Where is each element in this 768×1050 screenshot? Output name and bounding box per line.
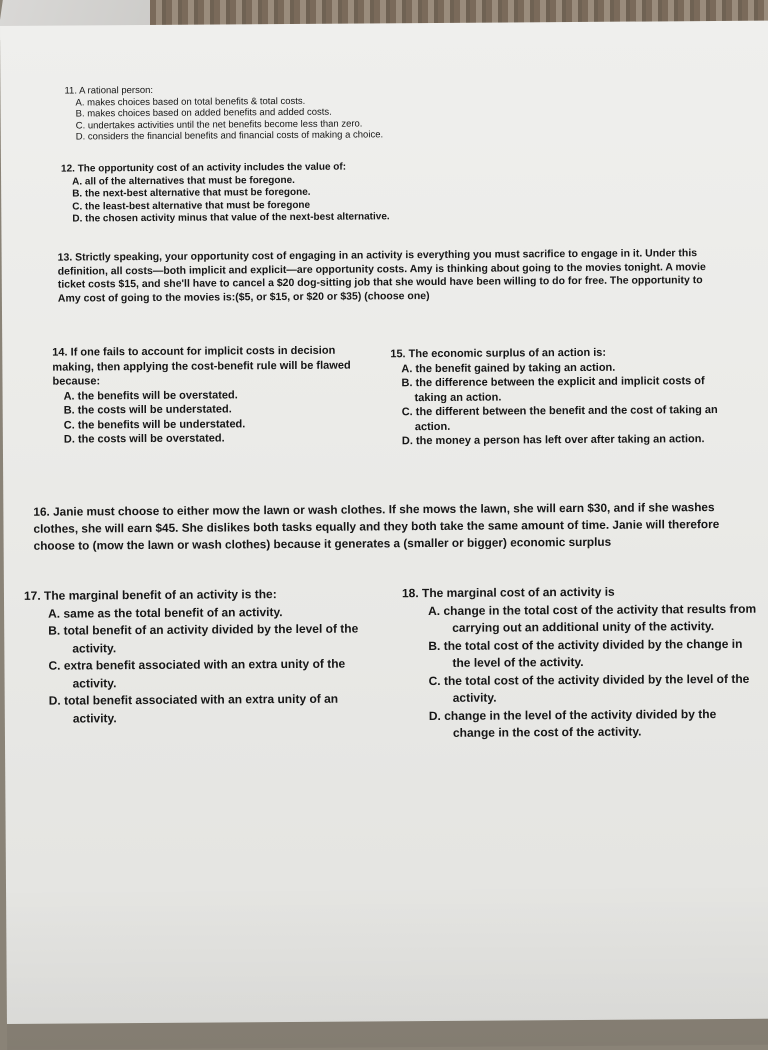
question-12-option-c: C. the least-best alternative that must be foregone: [72, 199, 311, 212]
question-14-option-c: C. the benefits will be understated.: [63, 417, 246, 432]
question-18-option-c: C. the total cost of the activity divided by the level of the activity.: [428, 671, 750, 705]
question-18-option-b: B. the total cost of the activity divided by the change in the level of the activity.: [428, 636, 743, 670]
question-17: [24, 585, 365, 727]
question-15-option-b: B. the difference between the explicit and implicit costs of taking an action.: [401, 375, 705, 404]
question-12-option-b: B. the next-best alternative that must be foregone.: [72, 186, 311, 200]
question-11: [64, 83, 383, 143]
question-12-option-a: A. all of the alternatives that must be foregone.: [72, 174, 295, 188]
question-18-option-d: D. change in the level of the activity divided by the change in the cost of the activity.: [428, 706, 717, 740]
question-14-option-b: B. the costs will be understated.: [63, 403, 232, 417]
question-14-option-a: A. the benefits will be overstated.: [63, 388, 238, 403]
question-15-option-a: A. the benefit gained by taking an action.: [401, 361, 616, 375]
question-17-option-d: D. total benefit associated with an extra unity of an activity.: [48, 691, 339, 726]
question-17-option-c: C. extra benefit associated with an extra unity of the activity.: [48, 656, 346, 691]
question-17-option-a: A. same as the total benefit of an activity.: [48, 604, 283, 621]
question-12-option-d: D. the chosen activity minus that value of the next-best alternative.: [72, 211, 390, 225]
question-14-option-d: D. the costs will be overstated.: [63, 432, 225, 446]
question-18-option-a: A. change in the total cost of the activity that results from carrying out an additional unity of the activity.: [428, 601, 757, 635]
question-11-option-c: C. undertakes activities until the net benefits become less than zero.: [75, 117, 363, 131]
question-17-stem: 17. The marginal benefit of an activity is the:: [23, 587, 277, 603]
question-11-option-a: A. makes choices based on total benefits & total costs.: [75, 95, 306, 108]
question-15-stem: 15. The economic surplus of an action is:: [390, 346, 607, 361]
question-17-option-b: B. total benefit of an activity divided by the level of the activity.: [48, 621, 359, 656]
question-12: [61, 161, 390, 226]
question-15-option-c: C. the different between the benefit and the cost of taking an action.: [401, 403, 718, 433]
page-shadow: [6, 881, 768, 1050]
question-11-option-b: B. makes choices based on added benefits and added costs.: [75, 106, 332, 120]
question-16-stem: 16. Janie must choose to either mow the lawn or wash clothes. If she mows the lawn, she will earn $30, and if she washes clothes, she will earn $45. She dislikes both tasks equally and they both take the same amount of time. Janie will therefore choose to (mow the lawn or wash clothes) because it generates a (smaller or bigger) economic surplus: [33, 500, 720, 553]
question-16: [33, 499, 748, 555]
question-12-stem: 12. The opportunity cost of an activity includes the value of:: [60, 161, 347, 175]
question-18-stem: 18. The marginal cost of an activity is: [401, 584, 615, 601]
worksheet-page: [0, 21, 768, 1024]
question-15-option-d: D. the money a person has left over after taking an action.: [401, 433, 705, 448]
question-13-stem: 13. Strictly speaking, your opportunity cost of engaging in an activity is everything you must sacrifice to engage in it. Under this definition, all costs—both implicit and explicit—are opportunity costs. Amy is thinking about going to the movies tonight. A movie ticket costs $15, and she'll have to cancel a $20 dog-sitting job that she would have been willing to do for free. The opportunity to Amy cost of going to the movies is:($5, or $15, or $20 or $35) (choose one): [57, 247, 706, 305]
question-18: [402, 583, 758, 743]
question-13: [58, 247, 718, 306]
question-14: [52, 343, 363, 447]
question-15: [390, 345, 721, 449]
question-11-stem: 11. A rational person:: [64, 84, 154, 97]
question-11-option-d: D. considers the financial benefits and financial costs of making a choice.: [75, 129, 384, 143]
question-14-stem: 14. If one fails to account for implicit costs in decision making, then applying the cost-benefit rule will be flawed because:: [52, 344, 351, 388]
